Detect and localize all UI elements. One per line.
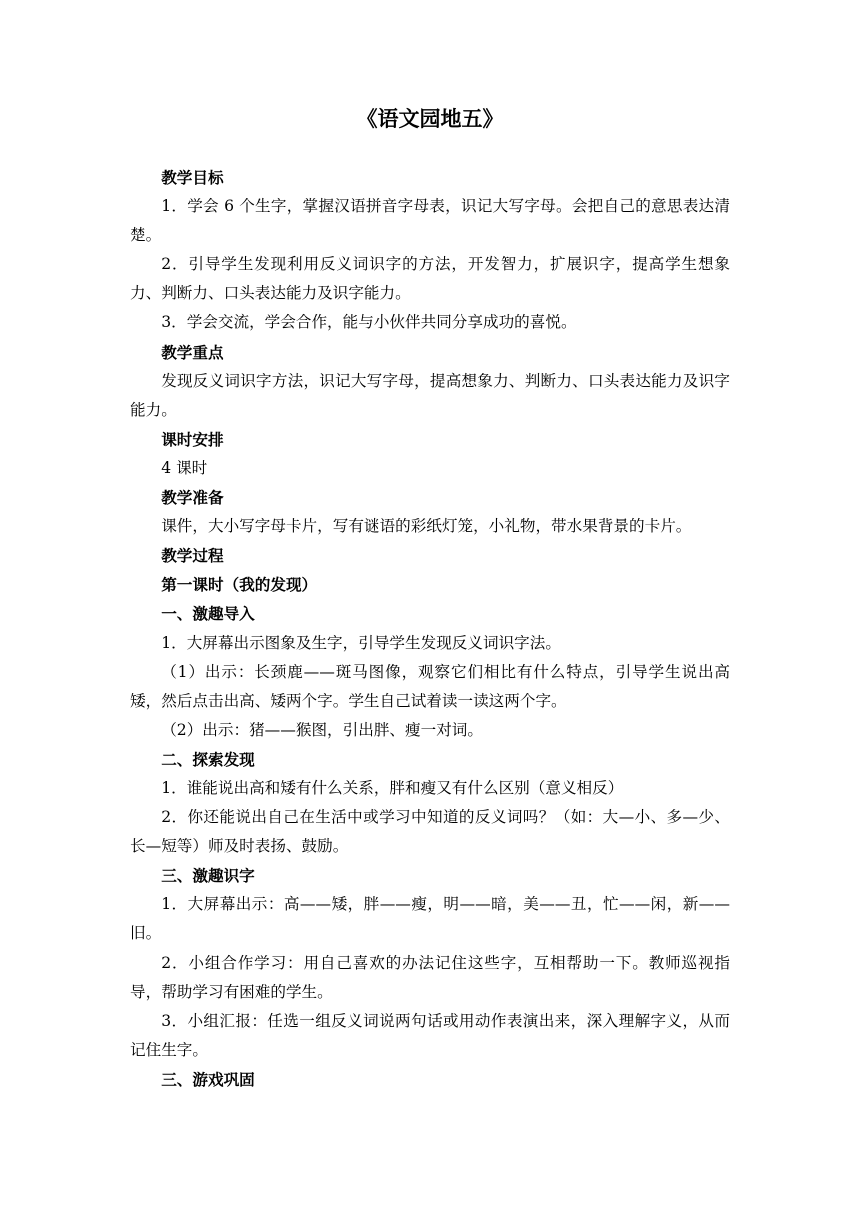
section-heading: 教学目标 — [161, 168, 224, 187]
body-paragraph: 1．学会 6 个生字，掌握汉语拼音字母表，识记大写字母。会把自己的意思表达清楚。 — [130, 197, 730, 245]
document-title: 《语文园地五》 — [356, 106, 504, 131]
body-paragraph: 2．你还能说出自己在生活中或学习中知道的反义词吗？（如：大—小、多—少、长—短等）师及时表扬、鼓励。 — [130, 808, 730, 856]
section-heading: 课时安排 — [161, 429, 224, 449]
section-heading: 三、激趣识字 — [161, 866, 255, 886]
section-heading: 教学重点 — [161, 342, 224, 362]
body-paragraph: 1．谁能说出高和矮有什么关系，胖和瘦又有什么区别（意义相反） — [161, 778, 624, 797]
section-heading: 二、探索发现 — [161, 749, 255, 769]
body-paragraph: 3．小组汇报：任选一组反义词说两句话或用动作表演出来，深入理解字义，从而记住生字。 — [130, 1011, 730, 1059]
section-heading: 第一课时（我的发现） — [161, 575, 318, 595]
document-body — [130, 163, 730, 1094]
body-paragraph: （1）出示：长颈鹿——斑马图像，观察它们相比有什么特点，引导学生说出高矮，然后点击出高、矮两个字。学生自己试着读一读这两个字。 — [130, 662, 730, 710]
section-heading: 三、游戏巩固 — [161, 1069, 255, 1089]
body-paragraph: 1．大屏幕出示：高——矮，胖——瘦，明——暗，美——丑，忙——闲，新——旧。 — [130, 895, 730, 943]
body-paragraph: 发现反义词识字方法，识记大写字母，提高想象力、判断力、口头表达能力及识字能力。 — [130, 371, 730, 419]
body-paragraph: 2．小组合作学习：用自己喜欢的办法记住这些字，互相帮助一下。教师巡视指导，帮助学习有困难的学生。 — [130, 953, 730, 1001]
body-paragraph: 4 课时 — [161, 458, 208, 477]
body-paragraph: 3．学会交流，学会合作，能与小伙伴共同分享成功的喜悦。 — [161, 313, 577, 332]
section-heading: 一、激趣导入 — [161, 604, 255, 624]
body-paragraph: （2）出示：猪——猴图，引出胖、瘦一对词。 — [161, 720, 483, 739]
body-paragraph: 课件，大小写字母卡片，写有谜语的彩纸灯笼，小礼物，带水果背景的卡片。 — [161, 517, 692, 536]
body-paragraph: 2．引导学生发现利用反义词识字的方法，开发智力，扩展识字，提高学生想象力、判断力、口头表达能力及识字能力。 — [130, 255, 730, 303]
section-heading: 教学准备 — [161, 488, 224, 508]
body-paragraph: 1．大屏幕出示图象及生字，引导学生发现反义词识字法。 — [161, 633, 561, 652]
section-heading: 教学过程 — [161, 546, 224, 566]
